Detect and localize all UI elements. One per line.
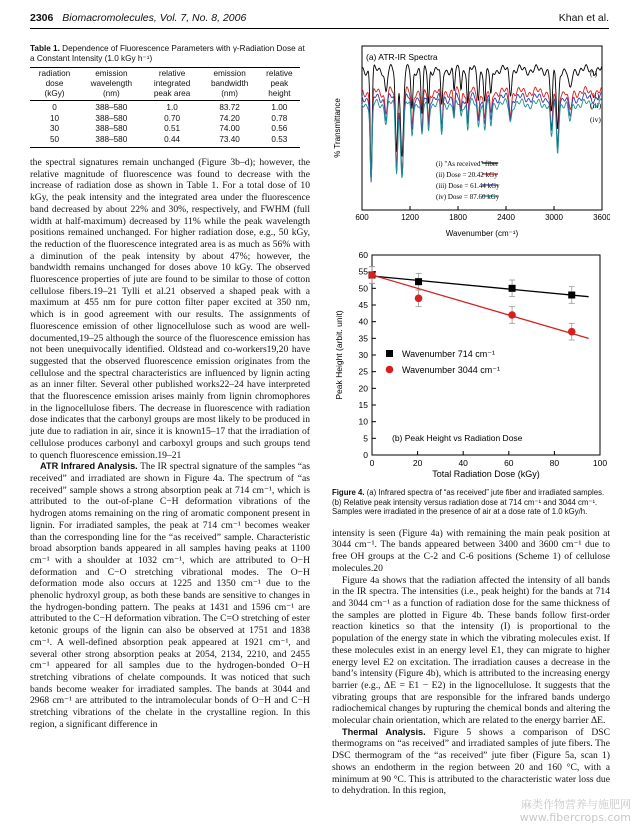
x-tick-label: 3600 xyxy=(593,213,610,222)
paragraph: Figure 4a shows that the radiation affected the intensity of all bands in the IR spectra. The intensities (i.e., peak height) for the bands at 714 and 3044 cm⁻¹ as a function of radiation dose for the same thickness of the samples are plotted in Figure 4b. These bands follow first-order reaction kinetics so that the intensity (I) is proportional to the population of the energy state in which the vibrating molecules exist. If these molecules exist in an energy level E1, they can migrate to higher energy level E2 on excitation. The irradiation causes a decrease in the band’s intensity (Figure 4b), which is attributed to the increasing energy barrier (e.g., ΔE = E1 − E2) in the lignocellulose. It suggests that the vibrating groups that are responsible for the infrared bands undergo radiochemical changes by rupturing the chemical bonds and altering the molecular chain orientation, which are related to the energy barrier ΔE. xyxy=(332,574,610,727)
table-cell: 388–580 xyxy=(95,103,128,112)
y-tick-label: 50 xyxy=(358,283,368,294)
y-tick-label: 10 xyxy=(358,416,368,427)
curve-label: (ii) xyxy=(590,91,600,100)
table-row xyxy=(30,124,300,135)
column-header-line: emission xyxy=(95,69,128,78)
legend-entry: (iv) Dose = 87.60 kGy xyxy=(436,193,500,201)
right-body-text xyxy=(332,528,610,797)
y-axis-label: % Transmittance xyxy=(333,98,342,158)
table-caption xyxy=(30,44,310,64)
column-header-line: integrated xyxy=(153,79,191,88)
section-heading: ATR Infrared Analysis. xyxy=(40,461,138,472)
column-header xyxy=(30,68,79,101)
figure-caption-label: Figure 4. xyxy=(332,488,365,497)
curve-label: (iii) xyxy=(590,101,602,110)
paragraph-text: Figure 5 shows a comparison of DSC thermograms on “as received” and irradiated samples of jute fibers. The DSC thermogram of the “as received” jute fiber (Figure 5a, scan 1) shows an endotherm in the region between 20 and 160 °C, with a minimum at 90 °C. This is attributed to the characteristic water loss due to dehydration. In this region, xyxy=(332,726,611,797)
y-tick-label: 0 xyxy=(363,450,368,460)
column-header-line: bandwidth xyxy=(210,79,249,88)
figure-caption-text: (a) Infrared spectra of “as received” jute fiber and irradiated samples. (b) Relative peak intensity versus radiation dose at 714 cm⁻¹ and 3044 cm⁻¹. Samples were irradiated in the presence of air at a dose rate of 1.0 kGy/h. xyxy=(332,488,605,517)
legend-entry: (i) "As received" fiber xyxy=(436,160,499,168)
fluorescence-table xyxy=(30,67,300,148)
y-tick-label: 30 xyxy=(358,350,368,360)
legend-marker xyxy=(386,350,393,357)
data-point-714 xyxy=(568,292,575,299)
table-cell: 388–580 xyxy=(95,113,128,123)
curve-label: (i) xyxy=(590,69,598,78)
table-cell: 83.72 xyxy=(219,103,240,112)
fit-line xyxy=(372,276,589,297)
column-header xyxy=(259,68,300,101)
x-tick-label: 60 xyxy=(504,458,514,468)
table-cell: 0.51 xyxy=(164,124,181,133)
column-header-line: peak area xyxy=(153,89,191,98)
column-header-line: (nm) xyxy=(102,89,120,98)
column-header-line: emission xyxy=(213,69,246,78)
data-point-3044 xyxy=(508,311,516,319)
y-tick-label: 35 xyxy=(358,333,368,344)
table-cell: 30 xyxy=(49,124,60,133)
column-header xyxy=(201,68,259,101)
watermark xyxy=(520,798,631,824)
x-axis-label: Total Radiation Dose (kGy) xyxy=(432,469,540,479)
legend-entry: Wavenumber 3044 cm⁻¹ xyxy=(402,365,500,375)
column-header-line: relative xyxy=(266,69,293,78)
right-column xyxy=(332,40,610,797)
table-cell: 74.00 xyxy=(219,124,240,133)
data-point-3044 xyxy=(568,328,576,336)
column-header xyxy=(144,68,201,101)
table-cell: 0.78 xyxy=(271,113,288,123)
fit-line xyxy=(372,275,589,338)
table-cell: 74.20 xyxy=(219,113,240,123)
table-cell: 388–580 xyxy=(95,124,128,133)
table-cell: 10 xyxy=(49,113,60,123)
table-caption-label: Table 1. xyxy=(30,44,60,53)
header-rule xyxy=(30,28,609,29)
table-cell: 73.40 xyxy=(201,135,259,148)
paragraph xyxy=(30,461,310,730)
table-caption-text: Dependence of Fluorescence Parameters with γ-Radiation Dose at a Constant Intensity (1.0 kGy h⁻¹) xyxy=(30,44,305,63)
table-row xyxy=(30,101,300,114)
authors: Khan et al. xyxy=(558,12,609,24)
table-cell: 0.70 xyxy=(164,113,181,123)
paragraph-text: The IR spectral signature of the samples “as received” and irradiated are shown in Figure 4a. The spectrum of “as received” sample shows a strong absorption peak at 714 cm⁻¹, which is attributed to the out-of-plane C−H deformation vibrations of the hydrogen atoms remaining on the ring of aromatic component present in lignin. For irradiated samples, the peak at 714 cm⁻¹ becomes weaker than the corresponding line for the “as received” sample. Characteristic broad absorption bands appeared in all samples having peaks at 1100 cm⁻¹ with a shoulder at 1032 cm⁻¹, which are attributed to O−H deformation and C−O stretching vibrational modes. The O−H deformation mode also occurs at 1225 and 1350 cm⁻¹ due to the phenolic hydroxyl group, as both these bands are sensitive to changes in the hydrogen-bonding pattern. The peaks at 1431 and 1596 cm⁻¹ are attributed to the C−H deformation vibration. The C=O stretching of ester ketonic groups of the lignin can also be observed at 1751 and 1838 cm⁻¹. A well-defined absorption peak appeared at 1921 cm⁻¹, and several other strong absorption peaks at 2054, 2134, 2210, and 2455 cm⁻¹ appeared for all samples due to the hydrogen-bonded O−H stretching vibrations of chelate compounds. It was noticed that such bands become weaker for irradiated samples. The bands at 3044 and 2968 cm⁻¹ are attributed to the intramolecular bonds of O−H and C−H stretching vibrations of the chelate in the crystalline region. In this region, a significant difference in xyxy=(30,461,311,730)
table-cell: 1.00 xyxy=(271,103,288,112)
figure-caption xyxy=(332,488,610,517)
column-header-line: dose xyxy=(45,79,64,88)
figure-4a-ir-spectra xyxy=(332,40,610,240)
x-tick-label: 80 xyxy=(549,458,560,468)
watermark-line: www.fibercrops.com xyxy=(519,811,631,824)
table-cell: 388–580 xyxy=(79,135,144,148)
data-point-714 xyxy=(509,285,516,292)
y-tick-label: 20 xyxy=(358,383,368,394)
chart-title: (b) Peak Height vs Radiation Dose xyxy=(392,433,523,443)
x-tick-label: 600 xyxy=(355,213,369,222)
legend-marker xyxy=(386,366,394,374)
x-axis-label: Wavenumber (cm⁻¹) xyxy=(445,229,519,238)
legend-entry: (ii) Dose = 20.42 kGy xyxy=(436,171,498,179)
spectrum-curve xyxy=(362,65,602,172)
y-axis-label: Peak Height (arbit. unit) xyxy=(334,310,344,400)
y-tick-label: 45 xyxy=(358,300,368,310)
y-tick-label: 60 xyxy=(358,250,368,260)
column-header xyxy=(79,68,144,101)
column-header-line: height xyxy=(268,89,291,98)
panel-label: (a) ATR-IR Spectra xyxy=(366,52,438,62)
data-point-714 xyxy=(415,278,422,285)
column-header-line: radiation xyxy=(38,69,71,78)
paragraph xyxy=(332,727,610,797)
curve-label: (iv) xyxy=(590,115,601,124)
y-tick-label: 5 xyxy=(363,433,368,444)
journal-name: Biomacromolecules, Vol. 7, No. 8, 2006 xyxy=(62,12,247,24)
x-tick-label: 2400 xyxy=(497,213,515,222)
column-header-line: relative xyxy=(158,69,186,78)
paragraph: intensity is seen (Figure 4a) with remaining the main peak position at 3044 cm⁻¹. The bands appeared between 3400 and 3600 cm⁻¹ due to free OH groups at the C-2 and C-6 positions (Scheme 1) of cellulose molecules.20 xyxy=(332,527,610,574)
table-cell: 0.56 xyxy=(271,124,288,133)
column-header-line: wavelength xyxy=(90,79,133,88)
column-header-line: (nm) xyxy=(221,89,239,98)
section-heading: Thermal Analysis. xyxy=(342,726,426,737)
x-tick-label: 0 xyxy=(369,458,375,468)
y-tick-label: 55 xyxy=(358,266,368,277)
table-cell: 50 xyxy=(30,135,79,148)
table-cell: 0 xyxy=(52,103,57,112)
x-tick-label: 20 xyxy=(412,458,423,468)
y-tick-label: 25 xyxy=(358,366,368,377)
page-number: 2306 xyxy=(30,12,54,24)
table-cell: 0.53 xyxy=(259,135,300,148)
data-point-3044 xyxy=(368,271,376,279)
x-tick-label: 100 xyxy=(592,458,608,468)
x-tick-label: 3000 xyxy=(545,213,563,222)
legend-entry: (iii) Dose = 61.44 kGy xyxy=(436,182,500,190)
x-tick-label: 1800 xyxy=(449,213,467,222)
column-header-line: (kGy) xyxy=(44,89,65,98)
left-body-text xyxy=(30,157,310,730)
figure-4b-peak-height-chart xyxy=(332,249,610,481)
x-tick-label: 1200 xyxy=(401,213,419,222)
y-tick-label: 40 xyxy=(358,316,368,327)
paragraph: the spectral signatures remain unchanged (Figure 3b–d); however, the relative magnitude of fluorescence was found to decrease with the increase of radiation dose as shown in Table 1. For a total dose of 10 kGy, the peak intensity and the integrated area under the fluorescence band decreased by about 22% and 30%, respectively, and FWHM (full width at half-maximum) decreased by 11% while the peak wavelength positions remained unchanged. For higher radiation dose, e.g., 50 kGy, the reduction of the fluorescence integrated area is as much as 56% with a diminution of the peak intensity by about 47%; however, the bandwidth remains unchanged for doses above 10 kGy. The observed fluorescence properties of jute are found to be similar to those of cotton cellulose fibers.19–21 Tylli et al.21 observed a shaped peak with a maximum at 455 nm for pure cotton filter paper excited at 350 nm, which is in good agreement with our results. The assignments of fluorescence emission of other lignocellulose such as wood are well-documented,19–25 although the source of the fluorescence emission has not been unequivocally identified. Oldstead and co-workers19,20 have suggested that the observed fluorescence emission originates from the cellulose and the spectral characteristics are influenced by lignin acting as an inner filter. Several other published works22–24 have interpreted that the fluorescence emission arises mainly from lignin chromophores in the lignocellulose fibers. The decrease in fluorescence with radiation dose indicates that the carbonyl groups are most likely to be produced in jute due to radiation in air, since it is known15–17 that the irradiation of cellulose produces carbonyl and carboxyl groups and such groups tend to quench fluorescence emission.19–21 xyxy=(30,157,310,461)
y-tick-label: 15 xyxy=(358,400,368,410)
table-row xyxy=(30,114,300,125)
table-cell: 1.0 xyxy=(166,103,178,112)
table-row xyxy=(30,135,300,148)
column-header-line: peak xyxy=(270,79,289,88)
table-cell: 0.44 xyxy=(144,135,201,148)
data-point-3044 xyxy=(415,295,423,303)
x-tick-label: 40 xyxy=(458,458,468,468)
running-header xyxy=(30,12,609,26)
legend-entry: Wavenumber 714 cm⁻¹ xyxy=(402,349,495,359)
watermark-line: 麻类作物营养与施肥网 xyxy=(521,798,631,811)
left-column xyxy=(30,44,310,730)
